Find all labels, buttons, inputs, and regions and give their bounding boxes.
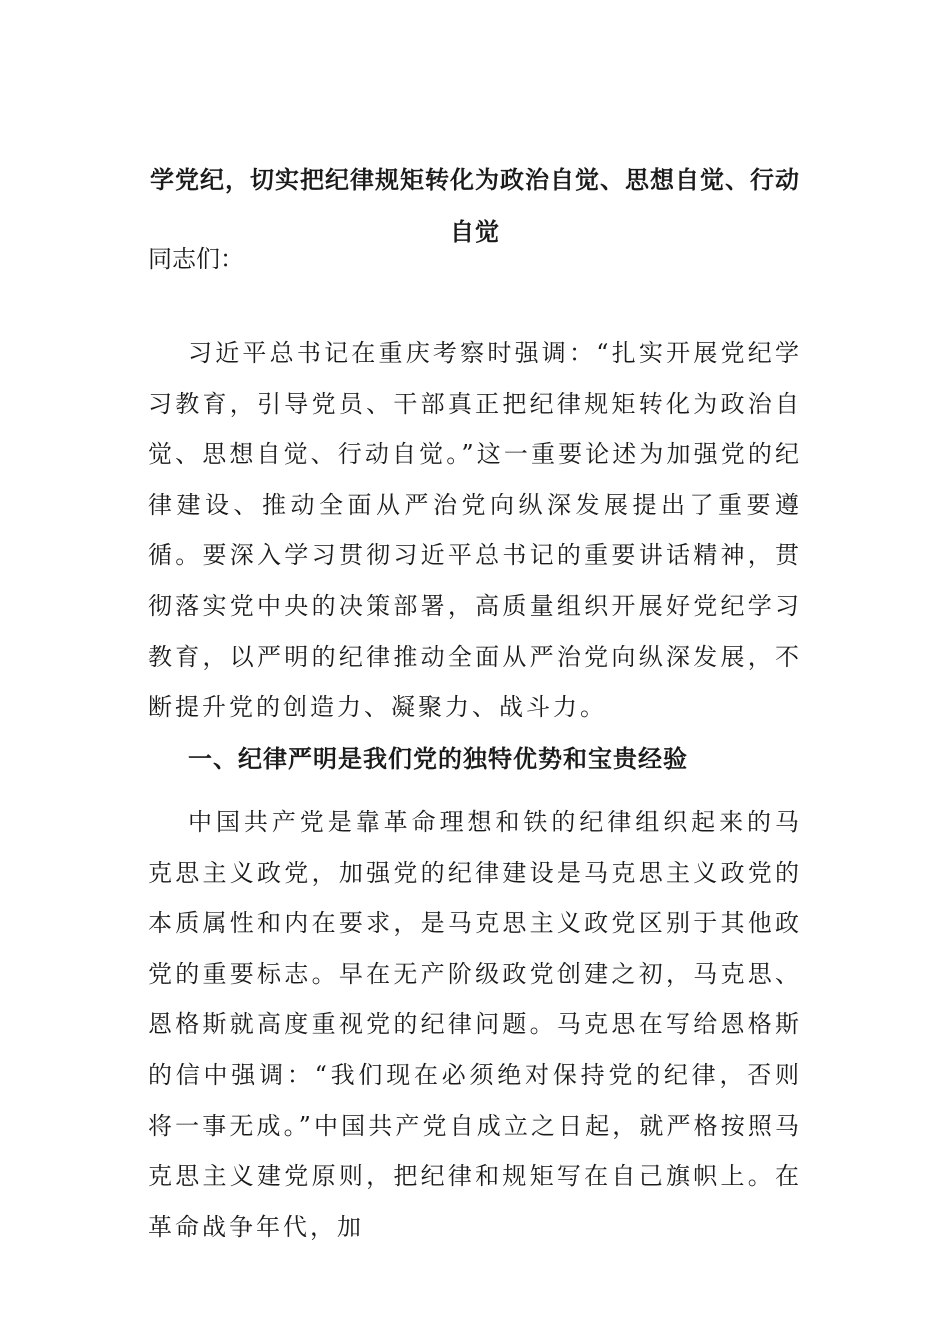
paragraph-section-1: 中国共产党是靠革命理想和铁的纪律组织起来的马克思主义政党，加强党的纪律建设是马克思主义政党的本质属性和内在要求，是马克思主义政党区别于其他政党的重要标志。早在无产阶级政党创建之初，马克思、恩格斯就高度重视党的纪律问题。马克思在写给恩格斯的信中强调：“我们现在必须绝对保持党的纪律，否则将一事无成。”中国共产党自成立之日起，就严格按照马克思主义建党原则，把纪律和规矩写在自己旗帜上。在革命战争年代，加 <box>148 808 802 1241</box>
greeting: 同志们： <box>148 245 244 273</box>
paragraph-intro: 习近平总书记在重庆考察时强调：“扎实开展党纪学习教育，引导党员、干部真正把纪律规矩转化为政治自觉、思想自觉、行动自觉。”这一重要论述为加强党的纪律建设、推动全面从严治党向纵深发展提出了重要遵循。要深入学习贯彻习近平总书记的重要讲话精神，贯彻落实党中央的决策部署，高质量组织开展好党纪学习教育，以严明的纪律推动全面从严治党向纵深发展，不断提升党的创造力、凝聚力、战斗力。 <box>148 339 802 722</box>
section-heading-1: 一、纪律严明是我们党的独特优势和宝贵经验 <box>188 744 688 773</box>
document-title: 学党纪，切实把纪律规矩转化为政治自觉、思想自觉、行动自觉 <box>150 165 800 246</box>
